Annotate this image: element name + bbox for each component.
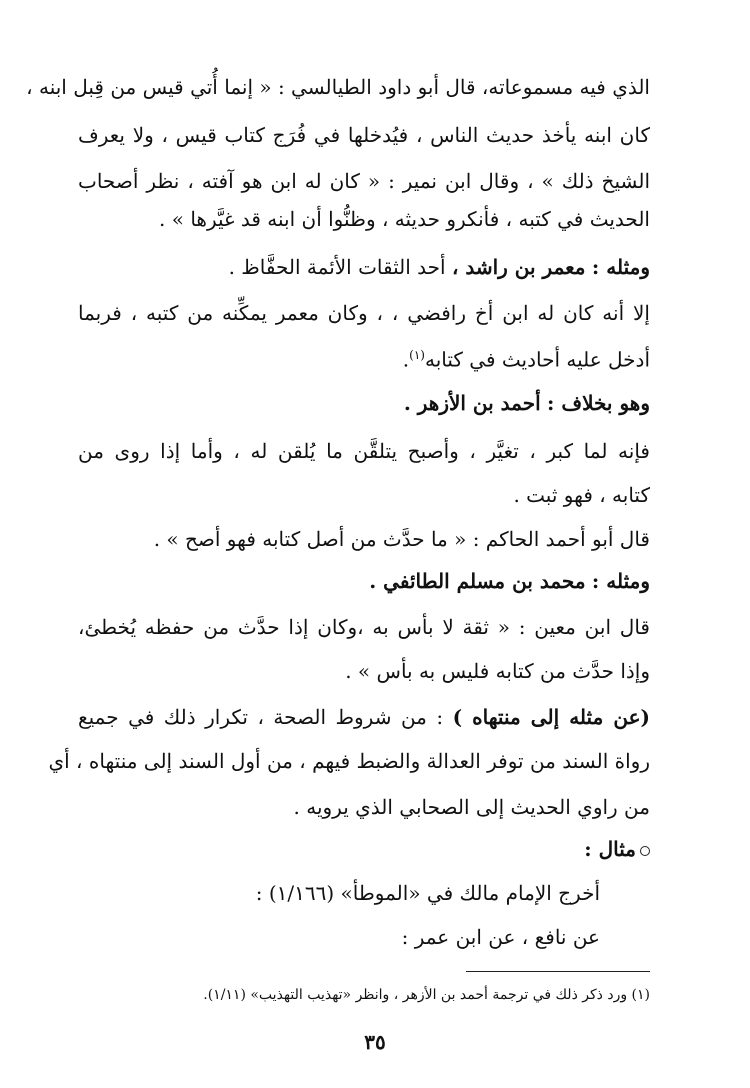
footnote: (١) ورد ذكر ذلك في ترجمة أحمد بن الأزهر ، وانظر «تهذيب التهذيب» (١/١١).	[203, 987, 650, 1003]
example-label: ومثله :	[591, 255, 650, 279]
section-text: : من شروط الصحة ، تكرار ذلك في جميع	[78, 705, 444, 729]
text-line: الشيخ ذلك » ، وقال ابن نمير : « كان له ابن هو آفته ، نظر أصحاب	[78, 169, 650, 193]
quote-line: قال أبو أحمد الحاكم : « ما حدَّث من أصل كتابه فهو أصح » .	[153, 527, 650, 551]
text-line: الحديث في كتبه ، فأنكرو حديثه ، وظنُّوا أن ابنه قد غيَّرها » .	[159, 207, 650, 231]
example-heading	[584, 834, 650, 864]
text-line: فإنه لما كبر ، تغيَّر ، وأصبح يتلقَّن ما يُلقن له ، وأما إذا روى من	[78, 439, 650, 463]
text-line: كتابه ، فهو ثبت .	[513, 483, 650, 507]
example-line	[369, 566, 650, 596]
text-line: عن نافع ، عن ابن عمر :	[401, 925, 600, 949]
example-label: ومثله :	[591, 569, 650, 593]
contrast-line	[404, 388, 650, 418]
text-line: الذي فيه مسموعاته، قال أبو داود الطيالسي : « إنما أُتي قيس من قِبل ابنه ،	[26, 75, 650, 99]
narrator-description: أحد الثقات الأئمة الحفَّاظ .	[228, 255, 446, 279]
page-number: ٣٥	[364, 1030, 386, 1054]
example-line	[229, 252, 650, 282]
narrator-name: أحمد بن الأزهر .	[403, 391, 541, 415]
section-heading: (عن مثله إلى منتهاه )	[452, 705, 651, 729]
footnote-marker: (١)	[409, 348, 425, 362]
text-line: كان ابنه يأخذ حديث الناس ، فيُدخلها في فُرَج كتاب قيس ، ولا يعرف	[78, 123, 650, 147]
text-line-with-footnote: أدخل عليه أحاديث في كتابه$^{(١)}$.	[402, 347, 650, 372]
narrator-name: محمد بن مسلم الطائفي .	[369, 569, 586, 593]
text-line: وإذا حدَّث من كتابه فليس به بأس » .	[345, 659, 650, 683]
narrator-name: معمر بن راشد ،	[451, 255, 586, 279]
example-label: مثال :	[584, 837, 636, 861]
text-segment: أدخل عليه أحاديث في كتابه	[424, 347, 650, 372]
text-line: أخرج الإمام مالك في «الموطأ» (١/١٦٦) :	[255, 881, 600, 905]
text-line: قال ابن معين : « ثقة لا بأس به ،وكان إذا حدَّث من حفظه يُخطئ،	[78, 615, 650, 639]
circle-bullet-icon	[640, 846, 650, 856]
footnote-divider	[466, 971, 650, 972]
text-line: رواة السند من توفر العدالة والضبط فيهم ، من أول السند إلى منتهاه ، أي	[48, 749, 650, 773]
section-line	[78, 702, 650, 732]
contrast-label: وهو بخلاف :	[547, 391, 650, 415]
text-line: من راوي الحديث إلى الصحابي الذي يرويه .	[293, 795, 650, 819]
text-line: إلا أنه كان له ابن أخ رافضي ، ، وكان معمر يمكِّنه من كتبه ، فربما	[78, 301, 650, 325]
